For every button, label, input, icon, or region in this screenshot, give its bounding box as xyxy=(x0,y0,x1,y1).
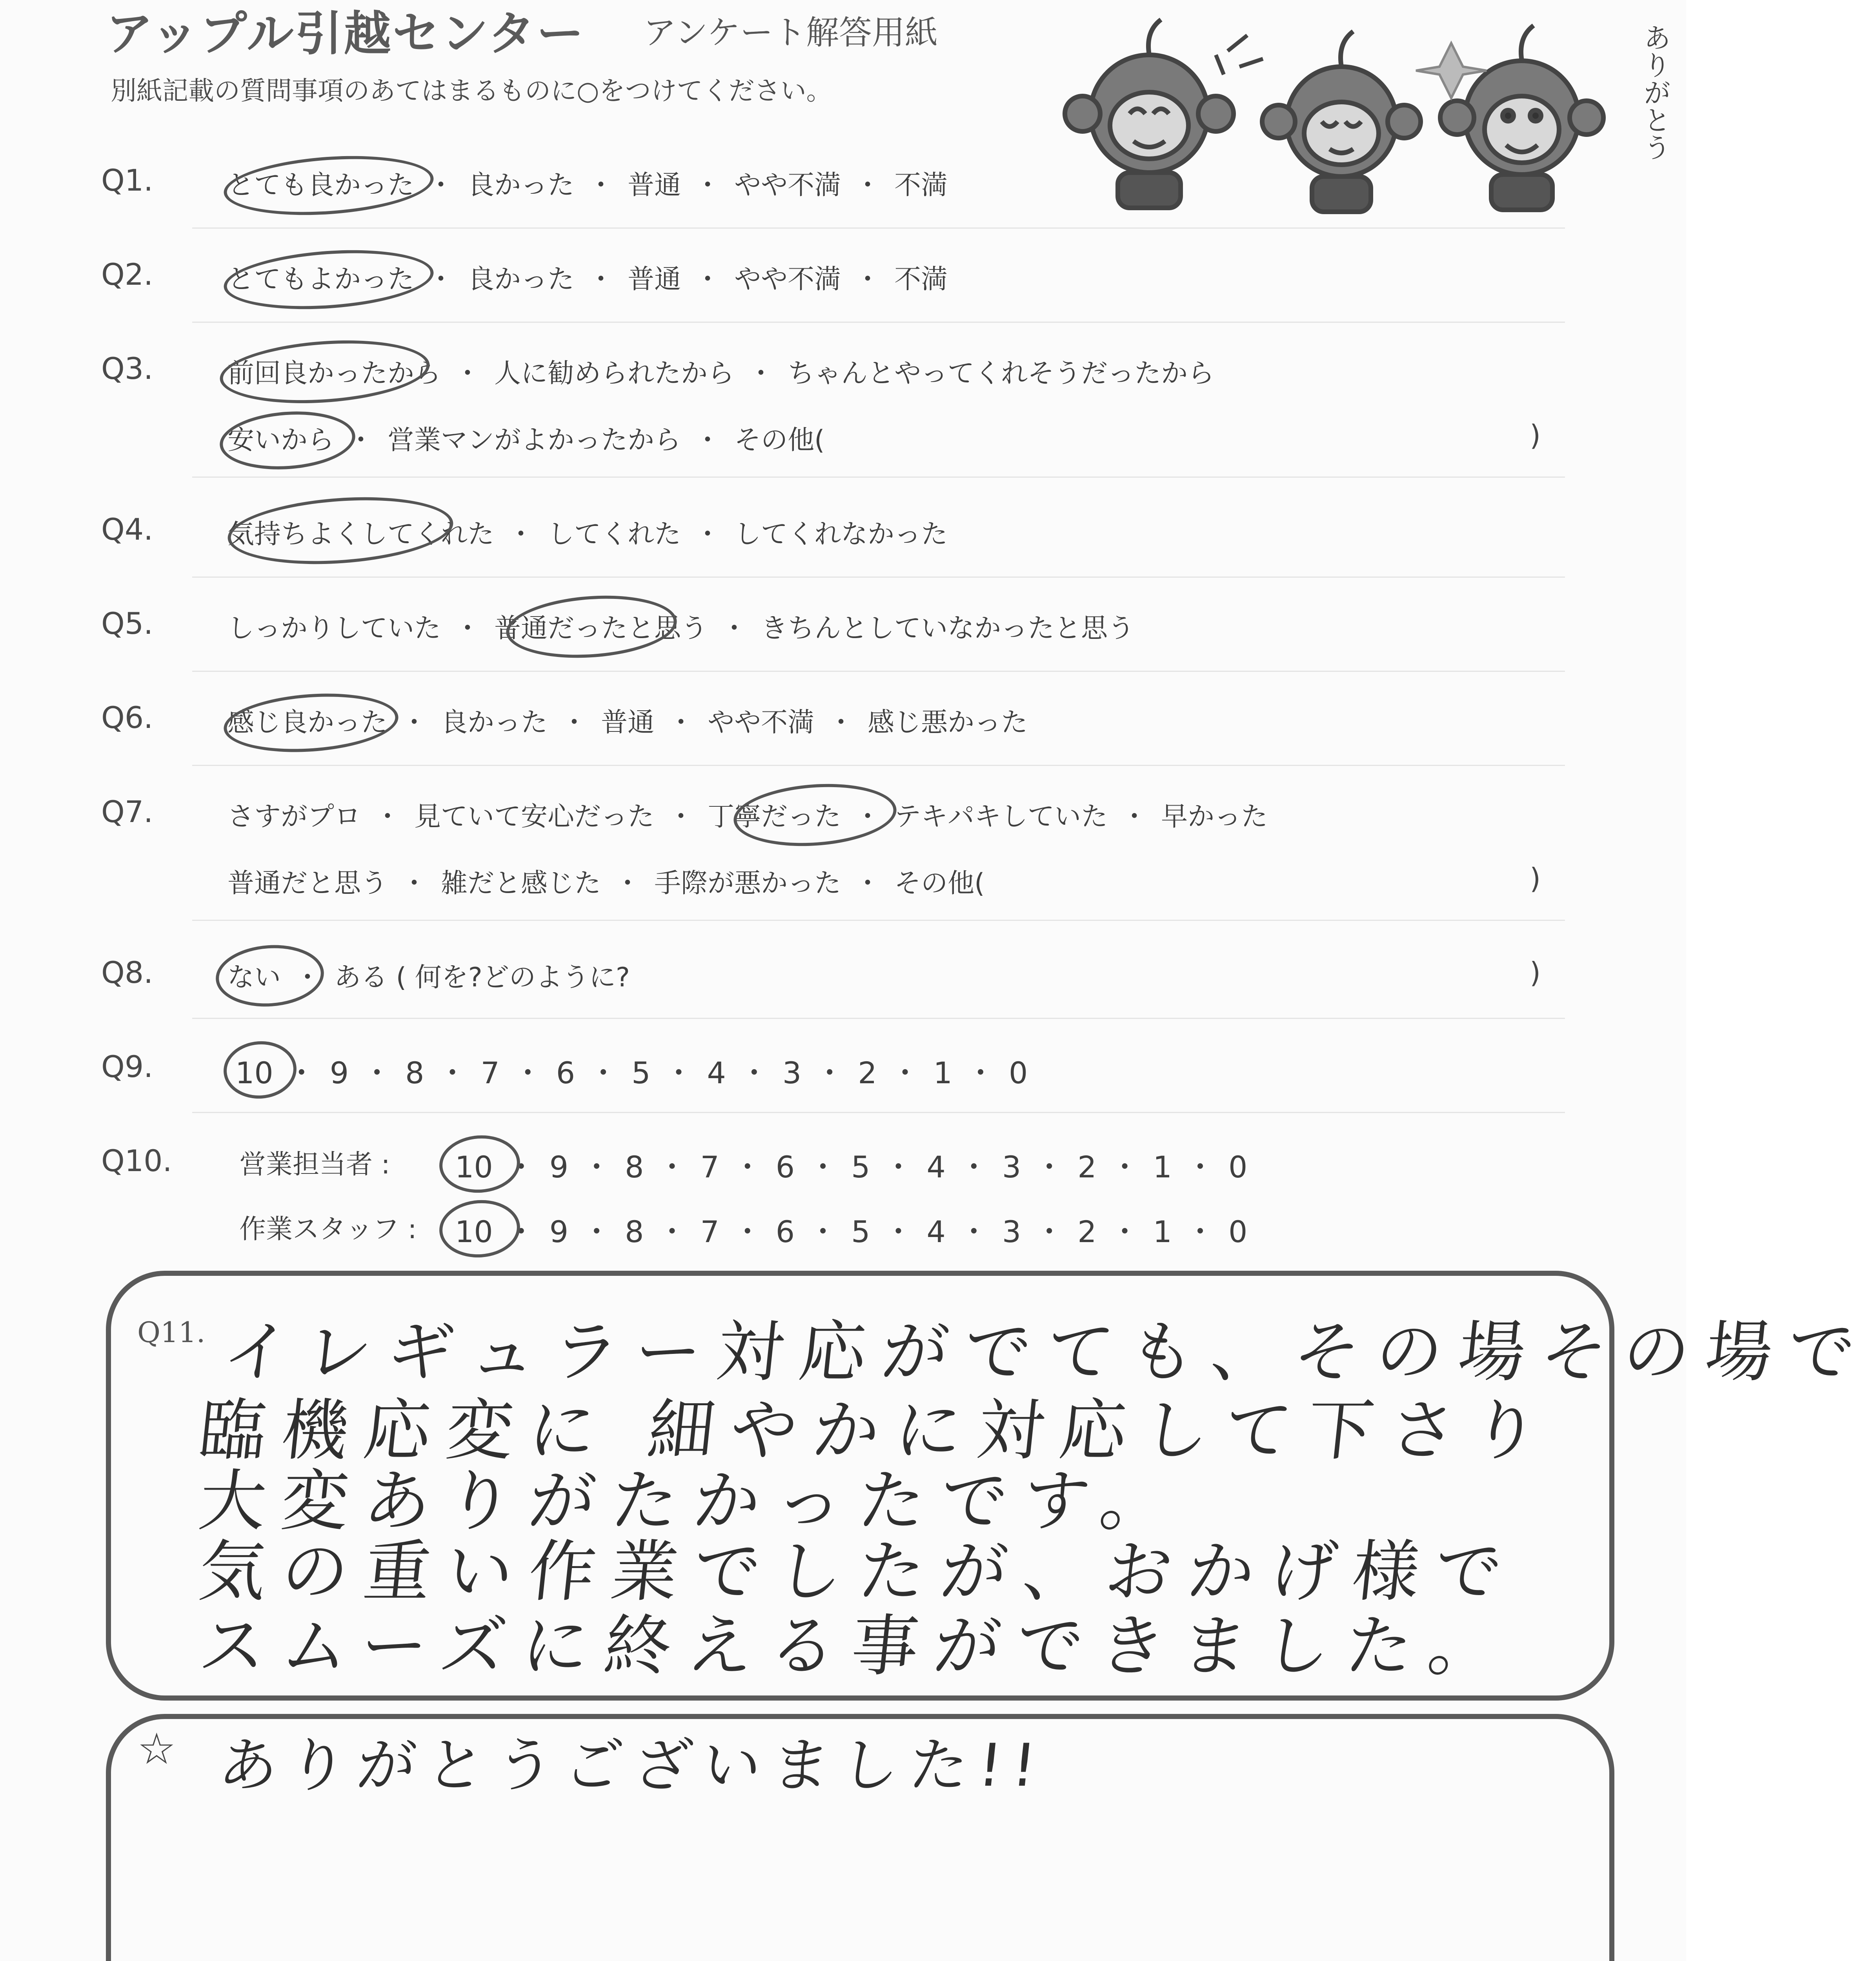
q10-sales-score-2[interactable]: 2 xyxy=(1077,1150,1097,1184)
free-comment-text: ありがとうございました!! xyxy=(215,1732,1050,1800)
q1-option-4[interactable]: やや不満 xyxy=(734,170,841,201)
q3-close-paren: ) xyxy=(1530,419,1541,452)
q5-option-2[interactable]: 普通だったと思う xyxy=(494,613,708,644)
q9-score-7[interactable]: 7 xyxy=(480,1055,500,1090)
q2-options: とてもよかった ・ 良かった ・ 普通 ・ やや不満 ・ 不満 xyxy=(227,264,948,295)
q5-option-3[interactable]: きちんとしていなかったと思う xyxy=(761,613,1135,644)
q10-staff-score-4[interactable]: 4 xyxy=(926,1214,946,1249)
form-subtitle: アンケート解答用紙 xyxy=(643,13,938,52)
q7-option-3[interactable]: 丁寧だった xyxy=(708,801,841,832)
q8-option-2[interactable]: ある ( 何を?どのように? xyxy=(334,962,630,993)
q11-handwritten-line-3: 大変ありがたかったです。 xyxy=(195,1463,1187,1540)
q1-options: とても良かった ・ 良かった ・ 普通 ・ やや不満 ・ 不満 xyxy=(227,170,948,201)
q4-option-1[interactable]: 気持ちよくしてくれた xyxy=(227,519,495,550)
q5-option-1[interactable]: しっかりしていた xyxy=(227,613,441,644)
q9-scale: 10 ・ 9 ・ 8 ・ 7 ・ 6 ・ 5 ・ 4 ・ 3 ・ 2 ・ 1 ・ 0 xyxy=(235,1055,1028,1090)
q7-option-7[interactable]: 雑だと感じた xyxy=(441,868,601,899)
q10-staff-score-2[interactable]: 2 xyxy=(1077,1214,1097,1249)
q8-option-1[interactable]: ない xyxy=(227,962,281,993)
q4-answer-circle xyxy=(226,490,455,571)
company-title: アップル引越センター xyxy=(106,7,585,61)
q3-answer-circle-2 xyxy=(218,407,357,474)
q9-score-10[interactable]: 10 xyxy=(235,1055,273,1090)
q10-staff-score-6[interactable]: 6 xyxy=(775,1214,795,1249)
q7-option-1[interactable]: さすがプロ xyxy=(227,801,361,832)
q8-close-paren: ) xyxy=(1530,956,1541,989)
q8-options: ない ・ ある ( 何を?どのように? xyxy=(227,962,630,993)
q10-staff-label: 作業スタッフ : xyxy=(239,1214,417,1245)
q2-option-4[interactable]: やや不満 xyxy=(734,264,841,295)
q9-score-6[interactable]: 6 xyxy=(556,1055,575,1090)
q9-score-8[interactable]: 8 xyxy=(405,1055,424,1090)
q9-label: Q9. xyxy=(101,1049,153,1084)
q6-answer-circle xyxy=(222,688,400,758)
q6-option-5[interactable]: 感じ悪かった xyxy=(868,707,1028,738)
q10-sales-answer-circle xyxy=(437,1133,522,1195)
q2-option-5[interactable]: 不満 xyxy=(894,264,948,295)
q7-option-6[interactable]: 普通だと思う xyxy=(227,868,388,899)
q4-label: Q4. xyxy=(101,512,153,547)
q10-staff-score-5[interactable]: 5 xyxy=(851,1214,870,1249)
q3-option-2[interactable]: 人に勧められたから xyxy=(494,358,735,389)
q1-option-1[interactable]: とても良かった xyxy=(227,170,415,201)
q7-option-8[interactable]: 手際が悪かった xyxy=(654,868,841,899)
q1-answer-circle xyxy=(222,149,436,221)
q10-label: Q10. xyxy=(101,1143,172,1178)
q4-options: 気持ちよくしてくれた ・ してくれた ・ してくれなかった xyxy=(227,519,948,550)
q7-option-2[interactable]: 見ていて安心だった xyxy=(414,801,655,832)
q10-sales-score-7[interactable]: 7 xyxy=(700,1150,719,1184)
q11-label: Q11. xyxy=(137,1316,206,1349)
q9-score-5[interactable]: 5 xyxy=(631,1055,651,1090)
q10-staff-scale: 10 ・ 9 ・ 8 ・ 7 ・ 6 ・ 5 ・ 4 ・ 3 ・ 2 ・ 1 ・ 0 xyxy=(455,1214,1248,1249)
q7-answer-circle xyxy=(731,779,899,851)
q3-option-5[interactable]: 営業マンがよかったから xyxy=(388,425,681,456)
q5-answer-circle xyxy=(504,590,679,663)
q11-handwritten-line-5: スムーズに終える事ができました。 xyxy=(195,1608,1515,1685)
q6-label: Q6. xyxy=(101,700,153,735)
q10-staff-score-8[interactable]: 8 xyxy=(625,1214,644,1249)
q10-sales-label: 営業担当者 : xyxy=(239,1149,390,1180)
mascot-caption: ありがとう xyxy=(1639,24,1671,161)
star-icon: ☆ xyxy=(137,1724,176,1774)
q10-sales-score-4[interactable]: 4 xyxy=(926,1150,946,1184)
q3-options-line1: 前回良かったから ・ 人に勧められたから ・ ちゃんとやってくれそうだったから xyxy=(227,358,1215,389)
q10-sales-score-10[interactable]: 10 xyxy=(455,1150,493,1184)
q3-answer-circle-1 xyxy=(218,334,432,409)
q7-label: Q7. xyxy=(101,794,153,829)
q10-sales-score-6[interactable]: 6 xyxy=(775,1150,795,1184)
q9-score-4[interactable]: 4 xyxy=(707,1055,726,1090)
q2-option-1[interactable]: とてもよかった xyxy=(227,264,415,295)
q9-score-2[interactable]: 2 xyxy=(858,1055,877,1090)
instruction-text: 別紙記載の質問事項のあてはまるものに○をつけてください。 xyxy=(111,76,832,106)
q11-handwritten-line-2: 臨機応変に 細やかに対応して下さり xyxy=(195,1392,1558,1470)
q10-sales-score-1[interactable]: 1 xyxy=(1153,1150,1172,1184)
q10-staff-score-10[interactable]: 10 xyxy=(455,1214,493,1249)
q1-label: Q1. xyxy=(101,163,153,198)
q6-option-4[interactable]: やや不満 xyxy=(708,707,815,738)
q10-sales-score-8[interactable]: 8 xyxy=(625,1150,644,1184)
q10-staff-score-1[interactable]: 1 xyxy=(1153,1214,1172,1249)
q10-staff-score-9[interactable]: 9 xyxy=(549,1214,569,1249)
q5-label: Q5. xyxy=(101,606,153,641)
q10-staff-score-3[interactable]: 3 xyxy=(1002,1214,1021,1249)
q1-option-2[interactable]: 良かった xyxy=(468,170,575,201)
q9-score-1[interactable]: 1 xyxy=(933,1055,952,1090)
q4-option-3[interactable]: してくれなかった xyxy=(734,519,948,550)
q2-label: Q2. xyxy=(101,257,153,292)
q7-options-line1: さすがプロ ・ 見ていて安心だった ・ 丁寧だった ・ テキパキしていた ・ 早かった xyxy=(227,801,1268,832)
q6-options: 感じ良かった ・ 良かった ・ 普通 ・ やや不満 ・ 感じ悪かった xyxy=(227,707,1028,738)
q3-option-3[interactable]: ちゃんとやってくれそうだったから xyxy=(788,358,1215,389)
q10-sales-score-5[interactable]: 5 xyxy=(851,1150,870,1184)
q11-handwritten-line-1: イレギュラー対応がでても、その場その場で xyxy=(218,1313,1874,1391)
q9-score-9[interactable]: 9 xyxy=(329,1055,349,1090)
q7-close-paren: ) xyxy=(1530,862,1541,895)
q10-staff-answer-circle xyxy=(437,1197,522,1260)
q10-sales-score-0[interactable]: 0 xyxy=(1228,1150,1248,1184)
q10-sales-score-3[interactable]: 3 xyxy=(1002,1150,1021,1184)
q9-score-3[interactable]: 3 xyxy=(782,1055,802,1090)
q3-option-other[interactable]: その他( xyxy=(734,425,825,456)
q7-option-5[interactable]: 早かった xyxy=(1161,801,1268,832)
q1-option-3[interactable]: 普通 xyxy=(628,170,681,201)
q6-option-2[interactable]: 良かった xyxy=(441,707,548,738)
q3-options-line2: 安いから ・ 営業マンがよかったから ・ その他( xyxy=(227,425,825,456)
q7-options-line2: 普通だと思う ・ 雑だと感じた ・ 手際が悪かった ・ その他( xyxy=(227,868,985,899)
q2-answer-circle xyxy=(222,244,436,315)
q6-option-1[interactable]: 感じ良かった xyxy=(227,707,388,738)
q10-sales-scale: 10 ・ 9 ・ 8 ・ 7 ・ 6 ・ 5 ・ 4 ・ 3 ・ 2 ・ 1 ・ 0 xyxy=(455,1150,1248,1184)
q3-label: Q3. xyxy=(101,351,153,386)
q11-handwritten-line-4: 気の重い作業でしたが、おかげ様で xyxy=(195,1533,1521,1611)
q3-option-4[interactable]: 安いから xyxy=(227,425,335,456)
mascot-monkeys-illustration xyxy=(1059,8,1628,212)
q6-option-3[interactable]: 普通 xyxy=(601,707,655,738)
q1-option-5[interactable]: 不満 xyxy=(894,170,948,201)
q2-option-3[interactable]: 普通 xyxy=(628,264,681,295)
q7-option-4[interactable]: テキパキしていた xyxy=(894,801,1108,832)
q9-score-0[interactable]: 0 xyxy=(1008,1055,1028,1090)
q2-option-2[interactable]: 良かった xyxy=(468,264,575,295)
q10-sales-score-9[interactable]: 9 xyxy=(549,1150,569,1184)
q8-label: Q8. xyxy=(101,955,153,990)
q10-staff-score-0[interactable]: 0 xyxy=(1228,1214,1248,1249)
q10-staff-score-7[interactable]: 7 xyxy=(700,1214,719,1249)
q3-option-1[interactable]: 前回良かったから xyxy=(227,358,441,389)
q7-option-other[interactable]: その他( xyxy=(894,868,985,899)
q4-option-2[interactable]: してくれた xyxy=(548,519,681,550)
q8-answer-circle xyxy=(214,942,326,1010)
q5-options: しっかりしていた ・ 普通だったと思う ・ きちんとしていなかったと思う xyxy=(227,613,1135,644)
